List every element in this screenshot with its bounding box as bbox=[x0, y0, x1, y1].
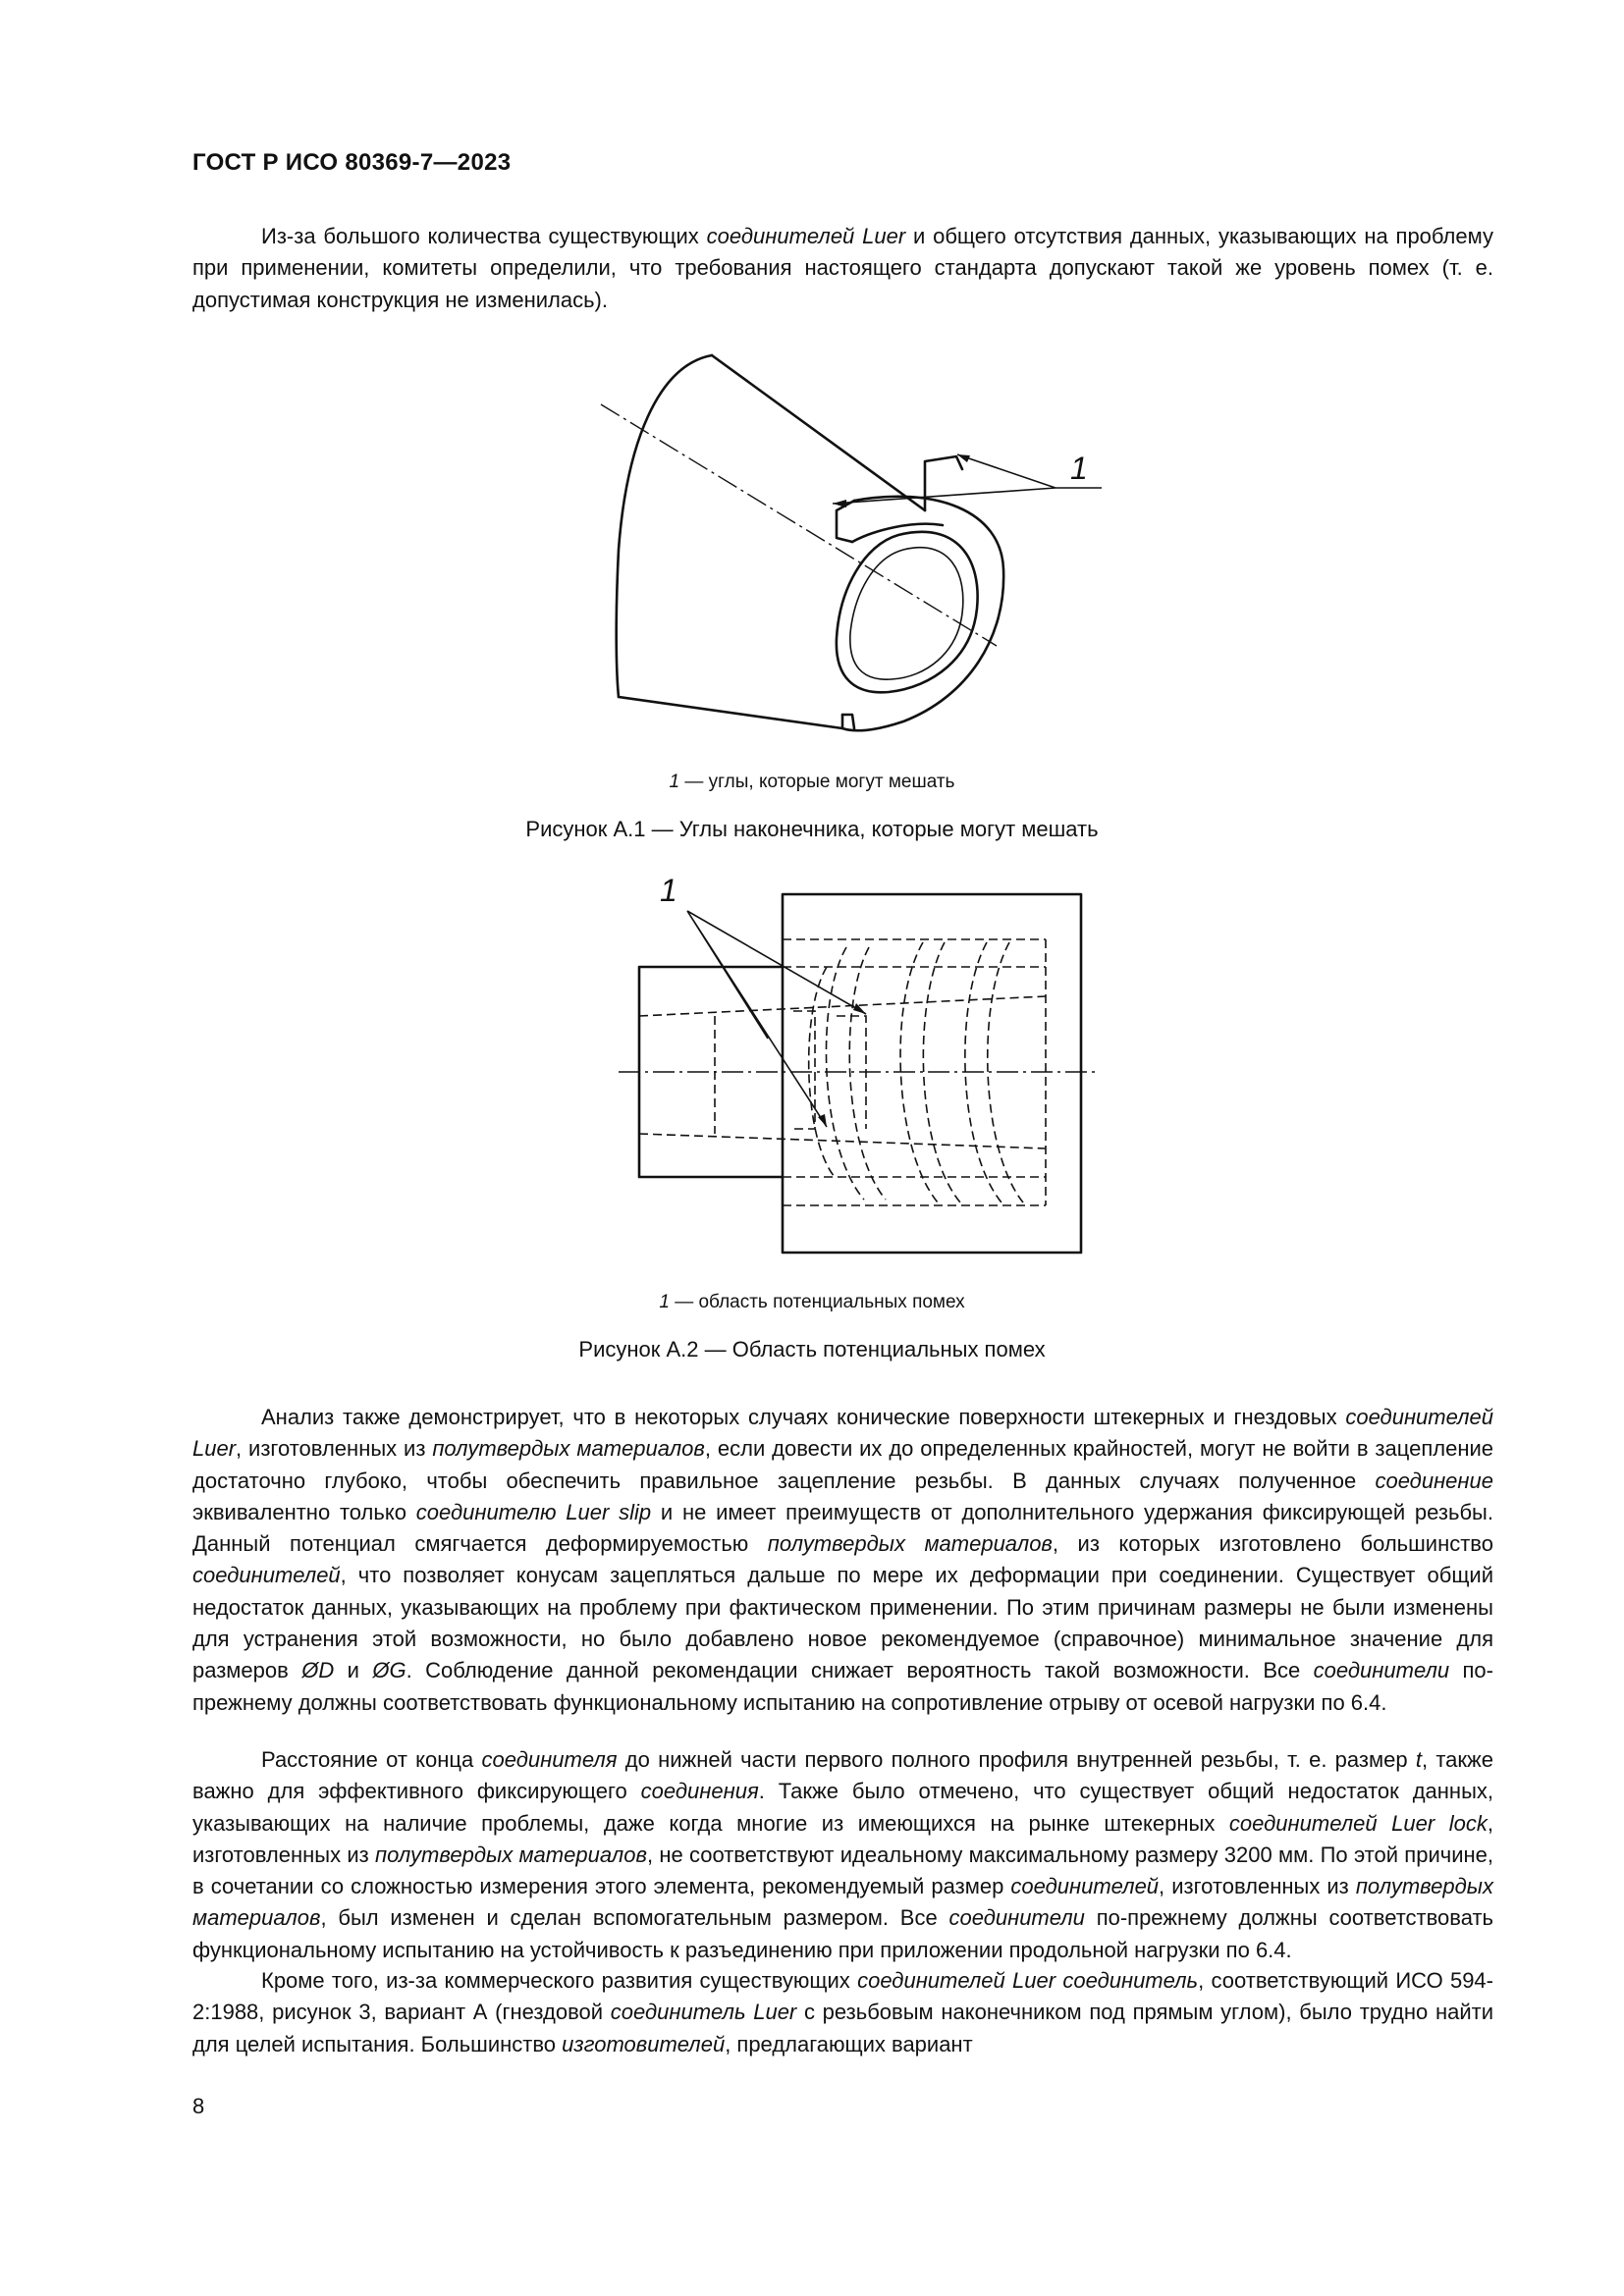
text-run: . Соблюдение данной рекомендации снижает вероятность такой возможности. Все bbox=[406, 1658, 1314, 1683]
italic-term: соединителей bbox=[1010, 1874, 1160, 1899]
text-run: по-прежнему должны соответствовать функциональному испытанию на сопротивление отрыву от осевой нагрузки по 6.4. bbox=[192, 1658, 1493, 1715]
italic-term: соединителей Luer lock bbox=[1228, 1810, 1488, 1836]
figure-a2-legend-text: — область потенциальных помех bbox=[669, 1292, 965, 1312]
paragraph-2 bbox=[192, 1402, 1493, 1719]
italic-term: t bbox=[1415, 1747, 1422, 1772]
figure-a1-legend-text: — углы, которые могут мешать bbox=[679, 772, 955, 792]
text-run: , изготовленных из bbox=[236, 1436, 433, 1462]
text-run: по-прежнему должны соответствовать функциональному испытанию на устойчивость к разъединению при приложении продольной нагрузки по 6.4. bbox=[192, 1905, 1494, 1962]
text-run: и не имеет преимуществ от дополнительного удержания фиксирующей резьбы. Данный потенциал смягчается деформируемостью bbox=[192, 1499, 1493, 1557]
paragraph-1 bbox=[192, 221, 1493, 316]
text-run: , изготовленных из bbox=[1159, 1874, 1356, 1899]
italic-term: полутвердых материалов bbox=[432, 1436, 705, 1462]
italic-term: полутвердых материалов bbox=[192, 1874, 1493, 1931]
text-run: , также важно для эффективного фиксирующего bbox=[192, 1747, 1493, 1804]
italic-term: соединитель Luer bbox=[610, 2000, 797, 2025]
figure-a1-caption: Рисунок А.1 — Углы наконечника, которые могут мешать bbox=[525, 817, 1099, 841]
figure-a2-drawing bbox=[0, 869, 1624, 1271]
text-run: . Также было отмечено, что существует общий недостаток данных, указывающих на наличие проблемы, даже когда многие из имеющихся на рынке штекерных bbox=[192, 1779, 1493, 1836]
text-run: , что позволяет конусам зацепляться дальше по мере их деформации при соединении. Существует общий недостаток данных, указывающих на проблему при фактическом применении. По этим причинам размеры не были изменены для устранения этой возможности, но было добавлено новое рекомендуемое (справочное) минимальное значение для размеров bbox=[192, 1563, 1493, 1683]
figure-a1-legend bbox=[0, 772, 1624, 793]
italic-term: соединителей bbox=[192, 1563, 341, 1588]
figure-a1-callout: 1 bbox=[1070, 451, 1088, 486]
italic-term: соединители bbox=[1313, 1658, 1450, 1683]
text-run: , предлагающих вариант bbox=[725, 2031, 973, 2056]
italic-term: ØD bbox=[301, 1658, 335, 1683]
italic-term: соединение bbox=[1375, 1468, 1493, 1493]
italic-term: соединителя bbox=[481, 1747, 618, 1772]
italic-term: соединителей Luer соединитель bbox=[857, 1968, 1199, 1993]
figure-a2-callout: 1 bbox=[660, 873, 677, 908]
text-run: , был изменен и сделан вспомогательным размером. Все bbox=[320, 1905, 949, 1931]
figure-a2-legend bbox=[0, 1292, 1624, 1313]
paragraph-4 bbox=[192, 1965, 1493, 2060]
text-run: Анализ также демонстрирует, что в некоторых случаях конические поверхности штекерных и гнездовых bbox=[261, 1405, 1346, 1429]
text-run: , если довести их до определенных крайностей, могут не войти в зацепление достаточно глубоко, чтобы обеспечить правильное зацепление резьбы. В данных случаях полученное bbox=[192, 1436, 1493, 1493]
italic-term: полутвердых материалов bbox=[767, 1531, 1053, 1557]
document-header: ГОСТ Р ИСО 80369-7—2023 bbox=[192, 149, 512, 176]
text-run: Из-за большого количества существующих bbox=[261, 224, 707, 248]
text-run: , соответствующий ИСО 594-2:1988, рисунок 3, вариант А (гнездовой bbox=[192, 1968, 1493, 2025]
text-run: , не соответствуют идеальному максимальному размеру 3200 мм. По этой причине, в сочетании со сложностью измерения этого элемента, рекомендуемый размер bbox=[192, 1842, 1493, 1899]
italic-term: соединителей Luer bbox=[192, 1405, 1493, 1462]
text-run: до нижней части первого полного профиля внутренней резьбы, т. е. размер bbox=[617, 1747, 1416, 1772]
figure-a2-legend-number: 1 bbox=[659, 1292, 670, 1312]
italic-term: соединителей Luer bbox=[706, 224, 906, 248]
paragraph-3 bbox=[192, 1744, 1493, 1966]
figure-a2-caption: Рисунок А.2 — Область потенциальных помех bbox=[578, 1337, 1046, 1362]
text-run: Кроме того, из-за коммерческого развития существующих bbox=[261, 1968, 858, 1993]
figure-a1-legend-number: 1 bbox=[669, 772, 680, 792]
italic-term: полутвердых материалов bbox=[375, 1842, 647, 1867]
text-run: и bbox=[334, 1658, 373, 1683]
text-run: , изготовленных из bbox=[192, 1810, 1493, 1867]
figure-a1-drawing bbox=[0, 339, 1624, 751]
italic-term: изготовителей bbox=[562, 2031, 726, 2056]
page-number: 8 bbox=[192, 2094, 205, 2118]
text-run: Расстояние от конца bbox=[261, 1747, 482, 1772]
italic-term: соединители bbox=[948, 1905, 1085, 1931]
italic-term: соединителю Luer slip bbox=[415, 1499, 652, 1524]
text-run: , из которых изготовлено большинство bbox=[1052, 1531, 1493, 1557]
italic-term: ØG bbox=[372, 1658, 406, 1683]
text-run: с резьбовым наконечником под прямым углом), было трудно найти для целей испытания. Большинство bbox=[192, 2000, 1494, 2056]
text-run: эквивалентно только bbox=[192, 1499, 416, 1524]
italic-term: соединения bbox=[640, 1779, 759, 1804]
text-run: и общего отсутствия данных, указывающих на проблему при применении, комитеты определили, что требования настоящего стандарта допускают такой же уровень помех (т. е. допустимая конструкция не изменилась). bbox=[192, 224, 1493, 312]
